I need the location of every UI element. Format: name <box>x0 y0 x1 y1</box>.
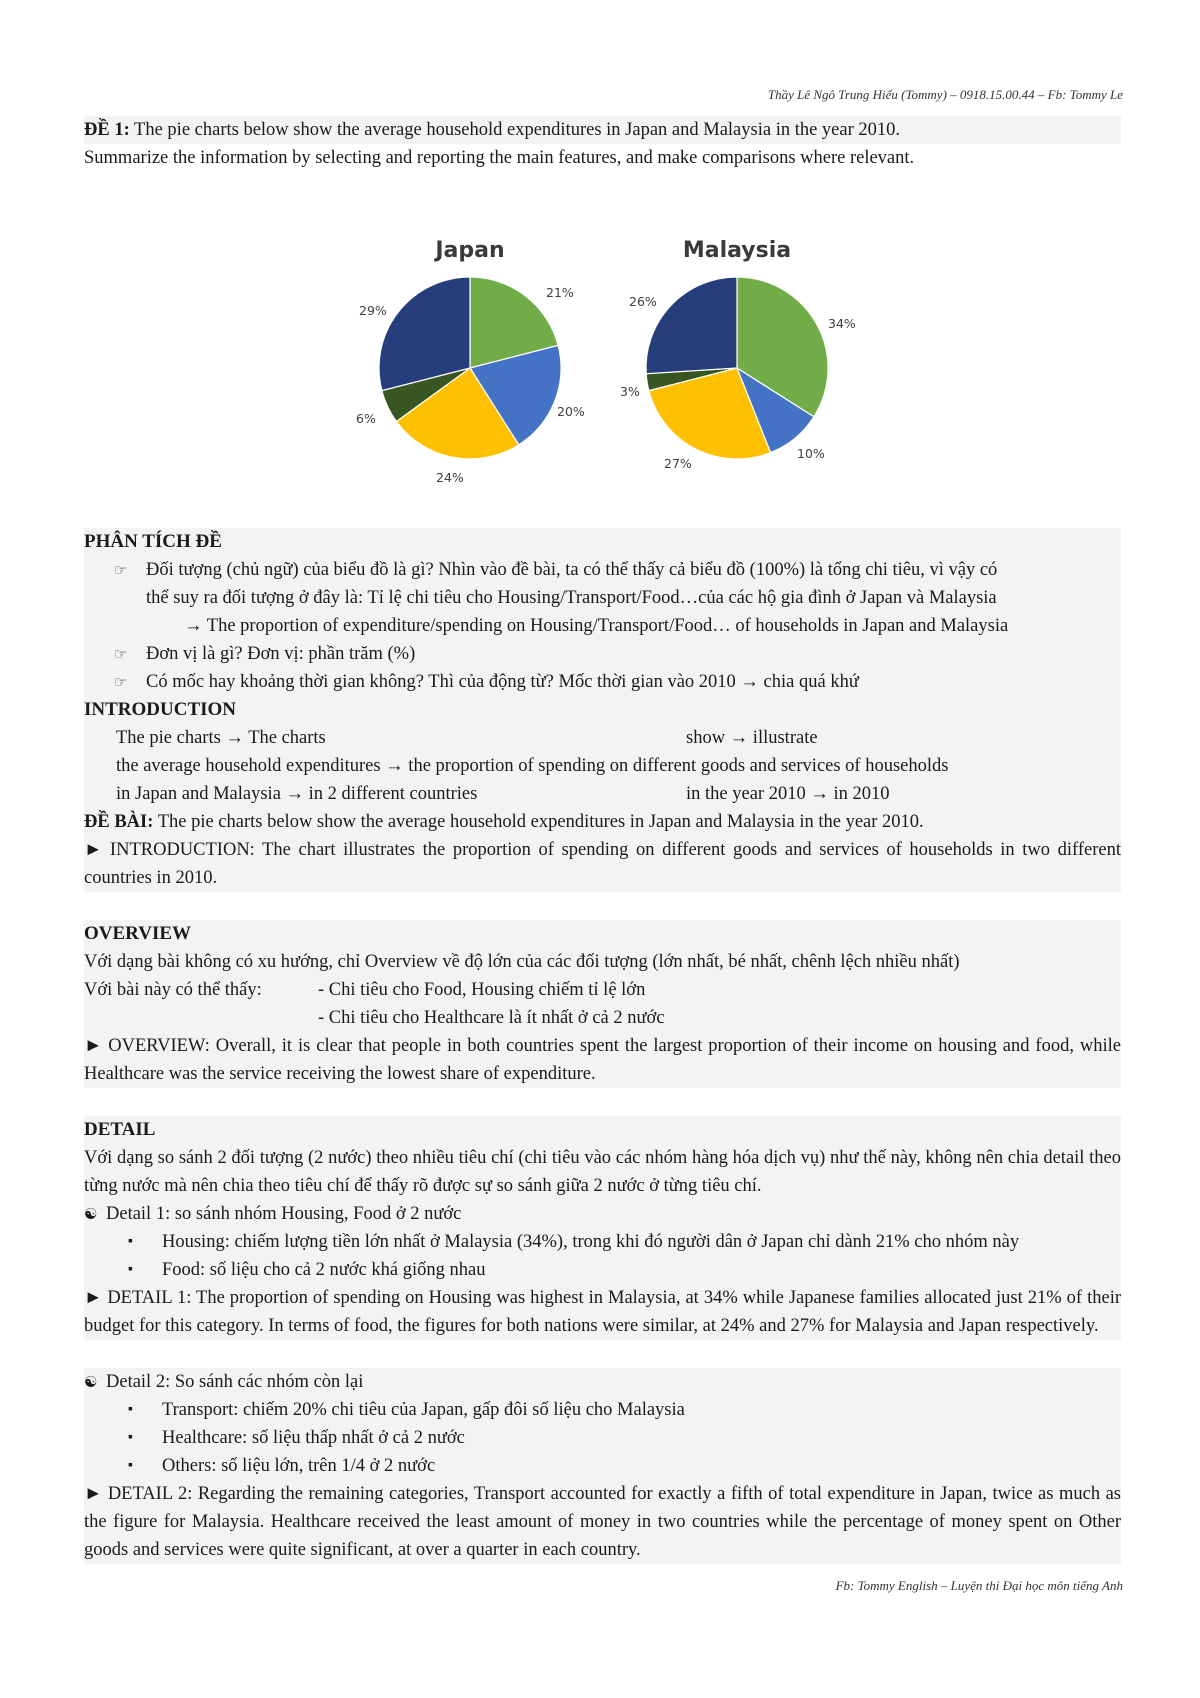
detail-1-title <box>84 1200 1121 1228</box>
malaysia-transport-label: 10% <box>797 446 825 461</box>
detail-1-answer: ► DETAIL 1: The proportion of spending on Housing was highest in Malaysia, at 34% while Japanese families allocated just 21% of their budget for this category. In terms of food, the figures for both nations were similar, at 24% and 27% for Malaysia and Japan respectively. <box>84 1284 1121 1340</box>
analysis-q1 <box>84 556 1121 584</box>
yin-yang-icon: ☯ <box>84 1375 98 1391</box>
overview-heading: OVERVIEW <box>84 920 1121 948</box>
list-item <box>128 1256 1121 1284</box>
analysis-heading: PHÂN TÍCH ĐỀ <box>84 528 1121 556</box>
overview-row-2 <box>84 1004 1121 1032</box>
yin-yang-icon: ☯ <box>84 1207 98 1223</box>
overview-point-1: - Chi tiêu cho Food, Housing chiếm tỉ lệ lớn <box>318 980 646 1000</box>
header-author-note: Thầy Lê Ngô Trung Hiếu (Tommy) – 0918.15.00.44 – Fb: Tommy Le <box>767 87 1123 102</box>
task-text: The pie charts below show the average household expenditures in Japan and Malaysia in the year 2010. <box>134 120 901 140</box>
pie-charts-svg <box>84 172 1121 492</box>
document-content <box>84 116 1121 1564</box>
detail-heading: DETAIL <box>84 1116 1121 1144</box>
analysis-q3 <box>84 668 1121 696</box>
pointing-hand-icon: ☞ <box>114 563 128 579</box>
intro-row-3-left: in Japan and Malaysia → in 2 different countries <box>116 784 478 804</box>
footer-note: Fb: Tommy English – Luyện thi Đại học môn tiếng Anh <box>835 1578 1123 1593</box>
detail-2-bullet-1: Transport: chiếm 20% chi tiêu của Japan, gấp đôi số liệu cho Malaysia <box>162 1400 685 1420</box>
intro-row-1 <box>84 724 1121 752</box>
malaysia-healthcare-label: 3% <box>620 384 640 399</box>
detail-2-title <box>84 1368 1121 1396</box>
japan-pie <box>379 277 561 459</box>
list-item <box>128 1424 1121 1452</box>
intro-row-1-right: show → illustrate <box>686 728 818 748</box>
intro-debai-text: The pie charts below show the average household expenditures in Japan and Malaysia in the year 2010. <box>157 812 924 832</box>
overview-point-2: - Chi tiêu cho Healthcare là ít nhất ở cả 2 nước <box>318 1008 665 1028</box>
malaysia-food-label: 27% <box>664 456 692 471</box>
list-item <box>128 1396 1121 1424</box>
malaysia-chart-title: Malaysia <box>682 238 792 263</box>
analysis-q1-arrow: → The proportion of expenditure/spending on Housing/Transport/Food… of households in Japan and Malaysia <box>84 612 1121 640</box>
japan-other-label: 29% <box>359 303 387 318</box>
task-line-1 <box>84 116 1121 144</box>
bullet-icon: ▪ <box>128 1262 133 1277</box>
introduction-heading: INTRODUCTION <box>84 696 1121 724</box>
japan-food-label: 24% <box>436 470 464 485</box>
overview-row-1 <box>84 976 1121 1004</box>
analysis-q1-cont: thể suy ra đối tượng ở đây là: Tỉ lệ chi tiêu cho Housing/Transport/Food…của các hộ gia đình ở Japan và Malaysia <box>84 584 1121 612</box>
bullet-icon: ▪ <box>128 1458 133 1473</box>
detail-note: Với dạng so sánh 2 đối tượng (2 nước) theo nhiều tiêu chí (chi tiêu vào các nhóm hàng hóa dịch vụ) như thế này, không nên chia detail theo từng nước mà nên chia theo tiêu chí để thấy rõ được sự so sánh giữa 2 nước ở từng tiêu chí. <box>84 1144 1121 1200</box>
overview-answer: ► OVERVIEW: Overall, it is clear that people in both countries spent the largest proportion of their income on housing and food, while Healthcare was the service receiving the lowest share of expenditure. <box>84 1032 1121 1088</box>
analysis-q2-text: Đơn vị là gì? Đơn vị: phần trăm (%) <box>146 644 416 664</box>
detail-1-bullets <box>84 1228 1121 1284</box>
list-item <box>128 1228 1121 1256</box>
detail-1-title-text: Detail 1: so sánh nhóm Housing, Food ở 2 nước <box>106 1204 462 1224</box>
malaysia-slice-other-goods-and-services <box>646 277 737 374</box>
analysis-q2 <box>84 640 1121 668</box>
analysis-q3-text: Có mốc hay khoảng thời gian không? Thì của động từ? Mốc thời gian vào 2010 → chia quá khứ <box>146 672 859 692</box>
overview-note: Với dạng bài không có xu hướng, chỉ Overview về độ lớn của các đối tượng (lớn nhất, bé nhất, chênh lệch nhiều nhất) <box>84 948 1121 976</box>
intro-row-2 <box>84 752 1121 780</box>
bullet-icon: ▪ <box>128 1430 133 1445</box>
bullet-icon: ▪ <box>128 1234 133 1249</box>
pointing-hand-icon: ☞ <box>114 647 128 663</box>
japan-healthcare-label: 6% <box>356 411 376 426</box>
japan-transport-label: 20% <box>557 404 585 419</box>
task-line-2: Summarize the information by selecting and reporting the main features, and make comparisons where relevant. <box>84 148 915 168</box>
japan-housing-label: 21% <box>546 285 574 300</box>
overview-label: Với bài này có thể thấy: <box>84 980 262 1000</box>
bullet-icon: ▪ <box>128 1402 133 1417</box>
malaysia-housing-label: 34% <box>828 316 856 331</box>
detail-2-bullet-3: Others: số liệu lớn, trên 1/4 ở 2 nước <box>162 1456 436 1476</box>
pie-charts <box>84 172 1121 492</box>
detail-1-bullet-1: Housing: chiếm lượng tiền lớn nhất ở Malaysia (34%), trong khi đó người dân ở Japan chỉ dành 21% cho nhóm này <box>162 1232 1020 1252</box>
malaysia-other-label: 26% <box>629 294 657 309</box>
japan-chart-title: Japan <box>435 238 505 263</box>
intro-row-2-text: the average household expenditures → the proportion of spending on different goods and services of households <box>116 756 949 776</box>
intro-row-1-left: The pie charts → The charts <box>116 728 326 748</box>
intro-answer: ► INTRODUCTION: The chart illustrates the proportion of spending on different goods and services of households in two different countries in 2010. <box>84 836 1121 892</box>
detail-1-bullet-2: Food: số liệu cho cả 2 nước khá giống nhau <box>162 1260 486 1280</box>
list-item <box>128 1452 1121 1480</box>
detail-2-title-text: Detail 2: So sánh các nhóm còn lại <box>106 1372 364 1392</box>
intro-debai-label: ĐỀ BÀI: <box>84 812 154 832</box>
task-label: ĐỀ 1: <box>84 120 130 140</box>
malaysia-pie <box>646 277 828 459</box>
detail-2-bullet-2: Healthcare: số liệu thấp nhất ở cả 2 nước <box>162 1428 465 1448</box>
pointing-hand-icon: ☞ <box>114 675 128 691</box>
detail-2-answer: ► DETAIL 2: Regarding the remaining categories, Transport accounted for exactly a fifth of total expenditure in Japan, twice as much as the figure for Malaysia. Healthcare received the least amount of money in two countries while the percentage of money spent on Other goods and services were quite significant, at over a quarter in each country. <box>84 1480 1121 1564</box>
detail-2-bullets <box>84 1396 1121 1480</box>
analysis-q1-text: Đối tượng (chủ ngữ) của biểu đồ là gì? Nhìn vào đề bài, ta có thể thấy cả biểu đồ (100%) là tổng chi tiêu, vì vậy có <box>146 560 998 580</box>
intro-row-3 <box>84 780 1121 808</box>
intro-row-3-right: in the year 2010 → in 2010 <box>686 784 890 804</box>
intro-debai <box>84 808 1121 836</box>
